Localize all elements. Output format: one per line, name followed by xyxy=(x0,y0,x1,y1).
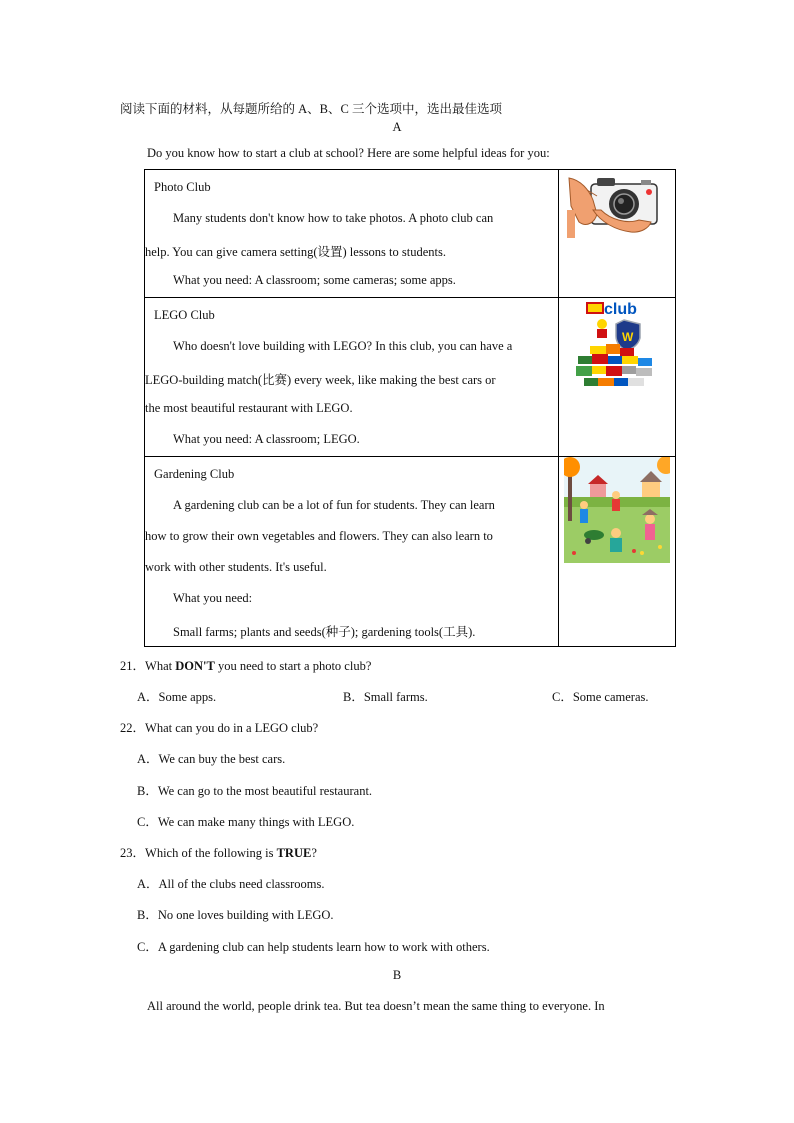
option-22-c[interactable]: C．We can make many things with LEGO. xyxy=(137,815,355,829)
table-row xyxy=(145,170,676,298)
question-stem: What can you do in a LEGO club? xyxy=(145,721,319,735)
lego-logo-icon xyxy=(572,298,662,398)
club-line: help. You can give camera setting(设置) lessons to students. xyxy=(145,245,446,259)
photo-club-text xyxy=(145,170,559,298)
club-title: Photo Club xyxy=(154,180,211,194)
club-line: Small farms; plants and seeds(种子); gardening tools(工具). xyxy=(173,625,476,639)
section-b-letter: B xyxy=(392,968,402,982)
question-number: 23． xyxy=(120,846,146,860)
question-number: 21． xyxy=(120,659,146,673)
section-a-intro: Do you know how to start a club at school? Here are some helpful ideas for you: xyxy=(147,146,550,160)
section-a-letter: A xyxy=(392,120,402,134)
club-line: What you need: A classroom; LEGO. xyxy=(173,432,360,446)
club-title: Gardening Club xyxy=(154,467,235,481)
question-number: 22． xyxy=(120,721,146,735)
question-stem-bold: TRUE xyxy=(276,846,312,860)
club-line: how to grow their own vegetables and flowers. They can also learn to xyxy=(145,529,493,543)
option-23-b[interactable]: B．No one loves building with LEGO. xyxy=(137,908,334,922)
question-stem-bold: DON'T xyxy=(175,659,215,673)
option-22-b[interactable]: B．We can go to the most beautiful restaurant. xyxy=(137,784,373,798)
option-23-c[interactable]: C．A gardening club can help students learn how to work with others. xyxy=(137,940,490,954)
option-23-a[interactable]: A．All of the clubs need classrooms. xyxy=(137,877,325,891)
option-21-b[interactable]: B．Small farms. xyxy=(343,690,428,704)
club-line: work with other students. It's useful. xyxy=(145,560,327,574)
option-21-c[interactable]: C．Some cameras. xyxy=(552,690,649,704)
club-line: A gardening club can be a lot of fun for students. They can learn xyxy=(173,498,495,512)
question-22 xyxy=(120,718,318,736)
question-stem: Which of the following is xyxy=(145,846,277,860)
lego-logo-word: club xyxy=(604,301,637,318)
club-line: Who doesn't love building with LEGO? In this club, you can have a xyxy=(173,339,513,353)
camera-hands-icon xyxy=(567,170,667,240)
gardening-club-text xyxy=(145,457,559,647)
question-21 xyxy=(120,656,371,674)
question-23 xyxy=(120,843,317,861)
instruction: 阅读下面的材料，从每题所给的 A、B、C 三个选项中，选出最佳选项 xyxy=(120,102,502,116)
club-title: LEGO Club xyxy=(154,308,215,322)
table-row xyxy=(145,457,676,647)
club-line: the most beautiful restaurant with LEGO. xyxy=(145,401,353,415)
question-stem: ? xyxy=(311,846,317,860)
section-b-first-line: All around the world, people drink tea. But tea doesn’t mean the same thing to everyone. In xyxy=(147,999,605,1013)
option-22-a[interactable]: A．We can buy the best cars. xyxy=(137,752,286,766)
option-21-a[interactable]: A．Some apps. xyxy=(137,690,217,704)
photo-club-image-cell xyxy=(559,170,676,298)
club-line: What you need: xyxy=(173,591,253,605)
table-row xyxy=(145,298,676,457)
question-stem: What xyxy=(145,659,176,673)
question-stem: you need to start a photo club? xyxy=(214,659,372,673)
lego-club-image-cell xyxy=(559,298,676,457)
gardening-kids-icon xyxy=(564,457,670,563)
club-line: What you need: A classroom; some cameras; some apps. xyxy=(173,273,456,287)
svg-text:W: W xyxy=(622,330,634,344)
club-line: Many students don't know how to take photos. A photo club can xyxy=(173,211,494,225)
clubs-table xyxy=(144,169,676,647)
club-line: LEGO-building match(比赛) every week, like making the best cars or xyxy=(145,373,496,387)
gardening-club-image-cell xyxy=(559,457,676,647)
lego-club-text xyxy=(145,298,559,457)
